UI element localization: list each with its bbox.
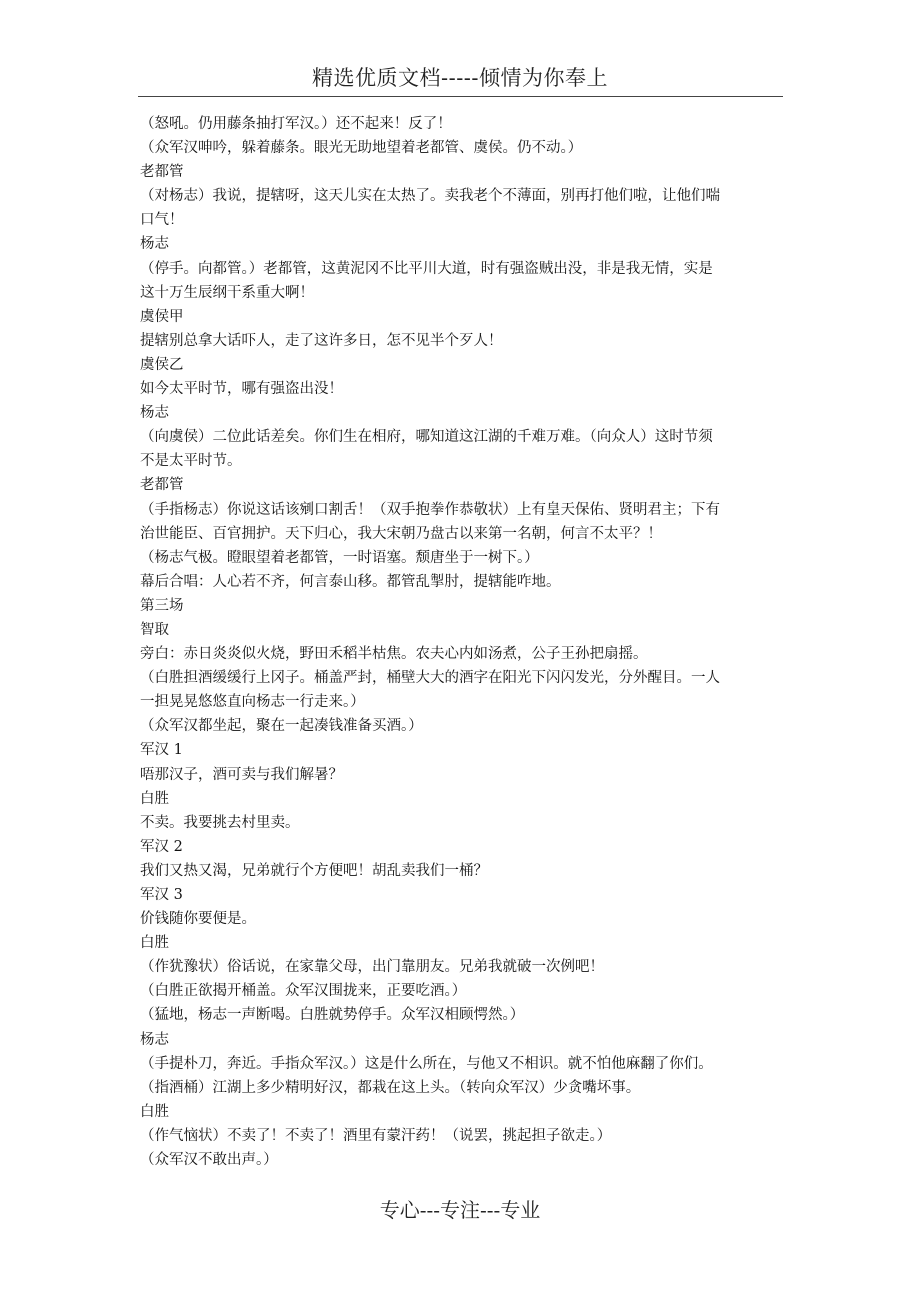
text-line: （杨志气极。瞪眼望着老都管，一时语塞。颓唐坐于一树下。） <box>140 549 539 566</box>
text-line: 我们又热又渴，兄弟就行个方便吧！胡乱卖我们一桶？ <box>140 862 488 879</box>
text-line: （作犹豫状）俗话说，在家靠父母，出门靠朋友。兄弟我就破一次例吧！ <box>140 959 604 976</box>
text-line: 唔那汉子，酒可卖与我们解暑？ <box>140 766 343 783</box>
text-line: 白胜 <box>140 790 169 807</box>
text-line: 白胜 <box>140 935 169 952</box>
text-line: 虞侯乙 <box>140 356 184 373</box>
text-line: 一担晃晃悠悠直向杨志一行走来。） <box>140 694 365 711</box>
text-line: 杨志 <box>140 236 169 253</box>
text-line: （向虞侯）二位此话差矣。你们生在相府，哪知道这江湖的千难万难。（向众人）这时节须 <box>140 429 713 446</box>
text-line: 旁白：赤日炎炎似火烧，野田禾稻半枯焦。农夫心内如汤煮，公子王孙把扇摇。 <box>140 646 648 663</box>
text-line: 军汉 2 <box>140 838 183 855</box>
text-line: 口气！ <box>140 212 184 229</box>
text-line: 这十万生辰纲干系重大啊！ <box>140 284 314 301</box>
text-line: 不卖。我要挑去村里卖。 <box>140 814 300 831</box>
text-line: 价钱随你要便是。 <box>140 911 256 928</box>
text-line: 白胜 <box>140 1103 169 1120</box>
page-header: 精选优质文档-----倾情为你奉上 <box>312 66 608 90</box>
text-line: 军汉 1 <box>140 742 183 759</box>
text-line: 提辖别总拿大话吓人，走了这许多日，怎不见半个歹人！ <box>140 332 503 349</box>
text-line: （猛地，杨志一声断喝。白胜就势停手。众军汉相顾愕然。） <box>140 1007 525 1024</box>
text-line: （对杨志）我说，提辖呀，这天儿实在太热了。卖我老个不薄面，别再打他们啦，让他们喘 <box>140 188 720 205</box>
text-line: 治世能臣、百官拥护。天下归心，我大宋朝乃盘古以来第一名朝，何言不太平？！ <box>140 525 662 542</box>
text-line: 不是太平时节。 <box>140 453 242 470</box>
header-divider <box>138 96 783 97</box>
text-line: 幕后合唱：人心若不齐，何言泰山移。都管乱掣肘，提辖能咋地。 <box>140 573 561 590</box>
document-body <box>140 112 785 1172</box>
text-line: （怒吼。仍用藤条抽打军汉。）还不起来！反了！ <box>140 116 452 132</box>
text-line: （手指杨志）你说这话该剜口割舌！（双手抱拳作恭敬状）上有皇天保佑、贤明君主；下有 <box>140 501 720 518</box>
text-line: 杨志 <box>140 1031 169 1048</box>
text-line: 智取 <box>140 621 169 638</box>
text-line: 老都管 <box>140 164 184 181</box>
text-line: 老都管 <box>140 477 184 494</box>
page-footer: 专心---专注---专业 <box>379 1198 541 1222</box>
text-line: （众军汉都坐起，聚在一起凑钱准备买酒。） <box>140 718 423 735</box>
text-line: （众军汉不敢出声。） <box>140 1152 278 1169</box>
text-line: 军汉 3 <box>140 887 183 903</box>
text-line: （白胜正欲揭开桶盖。众军汉围拢来，正要吃酒。） <box>140 983 467 1000</box>
text-line: （白胜担酒缓缓行上冈子。桶盖严封，桶壁大大的酒字在阳光下闪闪发光，分外醒目。一人 <box>140 670 720 687</box>
text-line: 虞侯甲 <box>140 308 184 325</box>
text-line: （作气恼状）不卖了！不卖了！酒里有蒙汗药！（说罢，挑起担子欲走。） <box>140 1127 612 1144</box>
text-line: （手提朴刀，奔近。手指众军汉。）这是什么所在，与他又不相识。就不怕他麻翻了你们。 <box>140 1055 713 1072</box>
text-line: （指酒桶）江湖上多少精明好汉，都栽在这上头。（转向众军汉）少贪嘴坏事。 <box>140 1079 641 1096</box>
text-line: 如今太平时节，哪有强盗出没！ <box>140 381 343 398</box>
text-line: 杨志 <box>140 405 169 422</box>
text-line: （停手。向都管。）老都管，这黄泥冈不比平川大道，时有强盗贼出没，非是我无情，实是 <box>140 260 713 277</box>
text-line: 第三场 <box>140 597 184 614</box>
text-line: （众军汉呻吟，躲着藤条。眼光无助地望着老都管、虞侯。仍不动。） <box>140 140 583 157</box>
